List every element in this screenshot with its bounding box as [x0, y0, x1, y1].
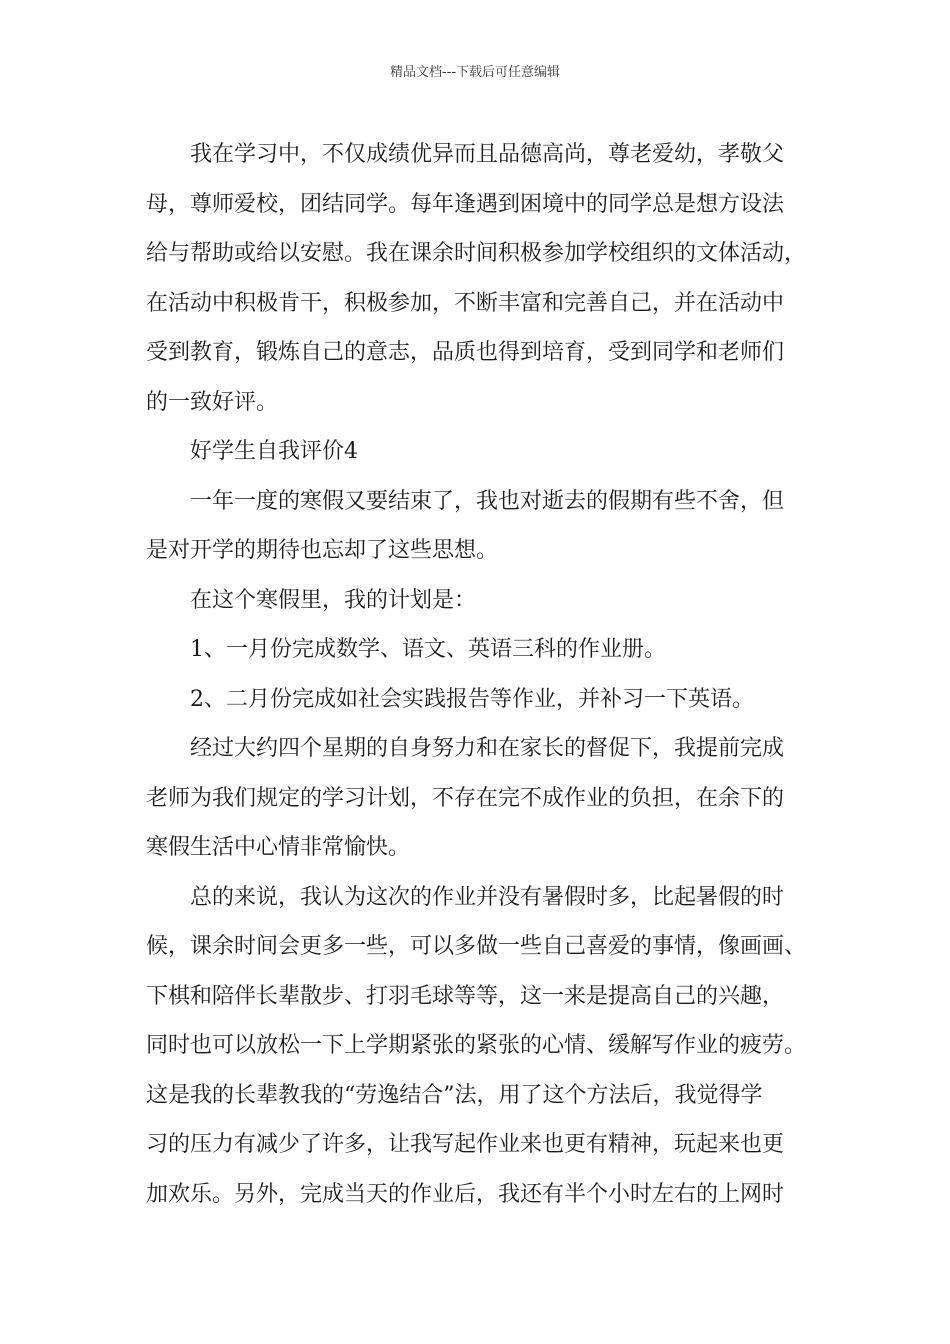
text-line: 总的来说，我认为这次的作业并没有暑假时多，比起暑假的时 — [190, 884, 785, 910]
text-line: 习的压力有减少了许多，让我写起作业来也更有精神，玩起来也更 — [146, 1132, 785, 1157]
text-line: 我在学习中，不仅成绩优异而且品德高尚，尊老爱幼，孝敬父 — [190, 142, 785, 167]
text-line: 好学生自我评价4 — [190, 439, 358, 464]
text-line: 的一致好评。 — [146, 389, 279, 415]
text-line: 1、一月份完成数学、语文、英语三科的作业册。 — [190, 637, 666, 662]
paragraph — [146, 477, 834, 576]
list-item — [146, 675, 834, 725]
paragraph — [146, 724, 834, 873]
page-header: 精品文档---下载后可任意编辑 — [389, 65, 561, 80]
paragraph — [146, 873, 834, 1220]
text-line: 2、二月份完成如社会实践报告等作业，并补习一下英语。 — [190, 686, 754, 712]
text-line: 同时也可以放松一下上学期紧张的紧张的心情、缓解写作业的疲劳。 — [146, 1033, 807, 1058]
paragraph — [146, 130, 834, 427]
text-line: 老师为我们规定的学习计划，不存在完不成作业的负担，在余下的 — [146, 785, 785, 811]
list-item — [146, 625, 834, 675]
text-line: 下棋和陪伴长辈散步、打羽毛球等等，这一来是提高自己的兴趣， — [146, 983, 785, 1009]
section-heading — [146, 427, 834, 477]
text-line: 寒假生活中心情非常愉快。 — [146, 835, 411, 860]
text-line: 给与帮助或给以安慰。我在课余时间积极参加学校组织的文体活动， — [146, 241, 807, 266]
text-line: 加欢乐。另外，完成当天的作业后，我还有半个小时左右的上网时 — [146, 1181, 785, 1207]
text-line: 候，课余时间会更多一些，可以多做一些自己喜爱的事情，像画画、 — [146, 934, 807, 959]
text-line: 在这个寒假里，我的计划是： — [190, 587, 477, 613]
text-line: 一年一度的寒假又要结束了，我也对逝去的假期有些不舍，但 — [190, 488, 785, 514]
text-line: 在活动中积极肯干，积极参加，不断丰富和完善自己，并在活动中 — [146, 290, 785, 316]
text-line: 这是我的长辈教我的“劳逸结合”法，用了这个方法后，我觉得学 — [146, 1082, 763, 1108]
text-line: 受到教育，锻炼自己的意志，品质也得到培育，受到同学和老师们 — [146, 340, 785, 365]
text-line: 经过大约四个星期的自身努力和在家长的督促下，我提前完成 — [190, 736, 785, 761]
paragraph — [146, 576, 834, 626]
text-line: 是对开学的期待也忘却了这些思想。 — [146, 538, 499, 563]
document-body — [146, 130, 834, 1219]
text-line: 母，尊师爱校，团结同学。每年逢遇到困境中的同学总是想方设法 — [146, 191, 785, 217]
